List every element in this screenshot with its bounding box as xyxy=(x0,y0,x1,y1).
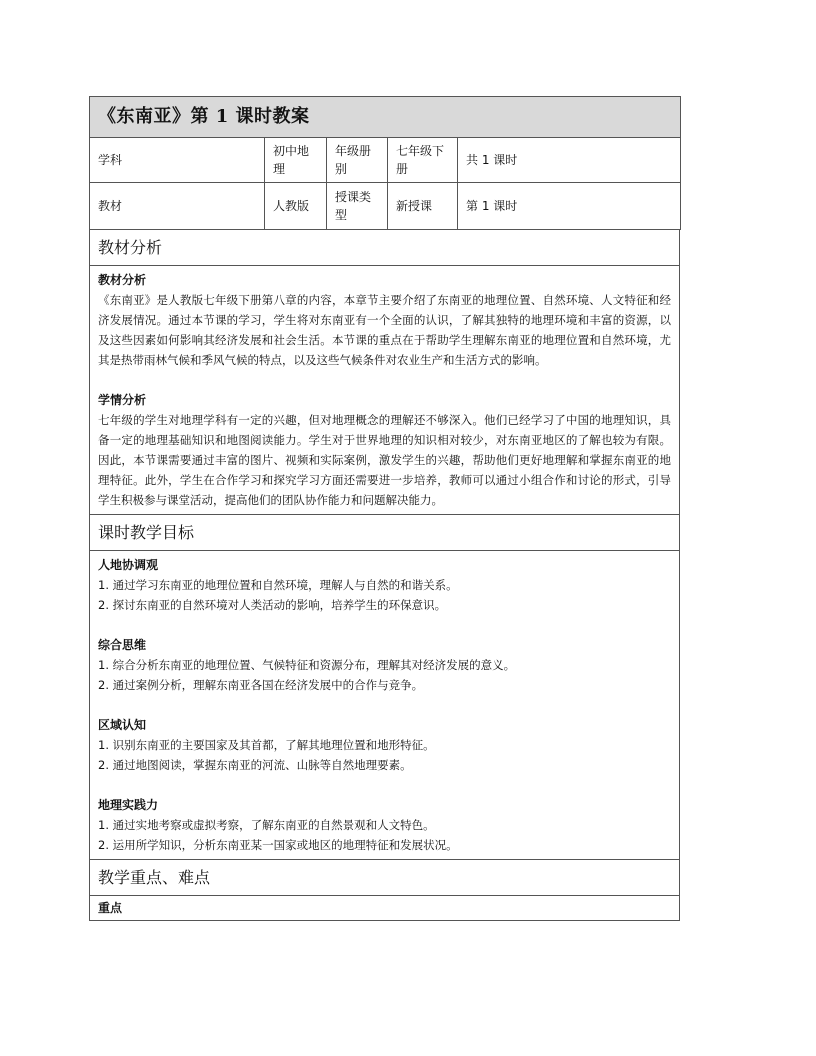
table-row xyxy=(90,138,681,183)
objective-group-title: 人地协调观 xyxy=(98,558,159,572)
list-item: 1. 识别东南亚的主要国家及其首都，了解其地理位置和地形特征。 xyxy=(98,738,435,752)
current-period: 第 1 课时 xyxy=(458,183,681,230)
section-heading-analysis: 教材分析 xyxy=(89,230,680,266)
list-item: 1. 通过实地考察或虚拟考察，了解东南亚的自然景观和人文特色。 xyxy=(98,818,435,832)
list-item: 1. 综合分析东南亚的地理位置、气候特征和资源分布，理解其对经济发展的意义。 xyxy=(98,658,516,672)
section-body-key-points xyxy=(89,896,680,921)
list-item: 1. 通过学习东南亚的地理位置和自然环境，理解人与自然的和谐关系。 xyxy=(98,578,458,592)
lesson-type-value: 新授课 xyxy=(388,183,458,230)
key-points-subtitle: 重点 xyxy=(98,901,123,915)
student-analysis-text: 七年级的学生对地理学科有一定的兴趣，但对地理概念的理解还不够深入。他们已经学习了中国的地理知识，具备一定的地理基础知识和地图阅读能力。学生对于世界地理的知识相对较少，对东南亚地区的了解也较为有限。因此，本节课需要通过丰富的图片、视频和实际案例，激发学生的兴趣，帮助他们更好地理解和掌握东南亚的地理特征。此外，学生在合作学习和探究学习方面还需要进一步培养，教师可以通过小组合作和讨论的形式，引导学生积极参与课堂活动，提高他们的团队协作能力和问题解决能力。 xyxy=(98,413,671,507)
document-title: 《东南亚》第 1 课时教案 xyxy=(90,97,681,138)
list-item: 2. 通过案例分析，理解东南亚各国在经济发展中的合作与竞争。 xyxy=(98,678,424,692)
textbook-value: 人教版 xyxy=(265,183,327,230)
list-item: 2. 运用所学知识，分析东南亚某一国家或地区的地理特征和发展状况。 xyxy=(98,838,458,852)
lesson-type-label: 授课类型 xyxy=(327,183,388,230)
textbook-label: 教材 xyxy=(90,183,265,230)
lesson-plan-document xyxy=(89,96,680,921)
total-periods: 共 1 课时 xyxy=(458,138,681,183)
list-item: 2. 通过地图阅读，掌握东南亚的河流、山脉等自然地理要素。 xyxy=(98,758,412,772)
section-body-analysis xyxy=(89,266,680,515)
objective-group-title: 区域认知 xyxy=(98,718,147,732)
section-heading-key-points: 教学重点、难点 xyxy=(89,860,680,896)
subsection-title: 学情分析 xyxy=(98,393,147,407)
objective-group-title: 综合思维 xyxy=(98,638,147,652)
subsection-title: 教材分析 xyxy=(98,273,147,287)
objective-group-title: 地理实践力 xyxy=(98,798,159,812)
section-heading-objectives: 课时教学目标 xyxy=(89,515,680,551)
grade-value: 七年级下册 xyxy=(388,138,458,183)
grade-label: 年级册别 xyxy=(327,138,388,183)
subject-label: 学科 xyxy=(90,138,265,183)
lesson-info-table xyxy=(89,96,681,230)
subject-value: 初中地理 xyxy=(265,138,327,183)
list-item: 2. 探讨东南亚的自然环境对人类活动的影响，培养学生的环保意识。 xyxy=(98,598,447,612)
section-body-objectives xyxy=(89,551,680,860)
textbook-analysis-text: 《东南亚》是人教版七年级下册第八章的内容，本章节主要介绍了东南亚的地理位置、自然环境、人文特征和经济发展情况。通过本节课的学习，学生将对东南亚有一个全面的认识，了解其独特的地理环境和丰富的资源，以及这些因素如何影响其经济发展和社会生活。本节课的重点在于帮助学生理解东南亚的地理位置和自然环境，尤其是热带雨林气候和季风气候的特点，以及这些气候条件对农业生产和生活方式的影响。 xyxy=(98,293,671,367)
table-row xyxy=(90,183,681,230)
